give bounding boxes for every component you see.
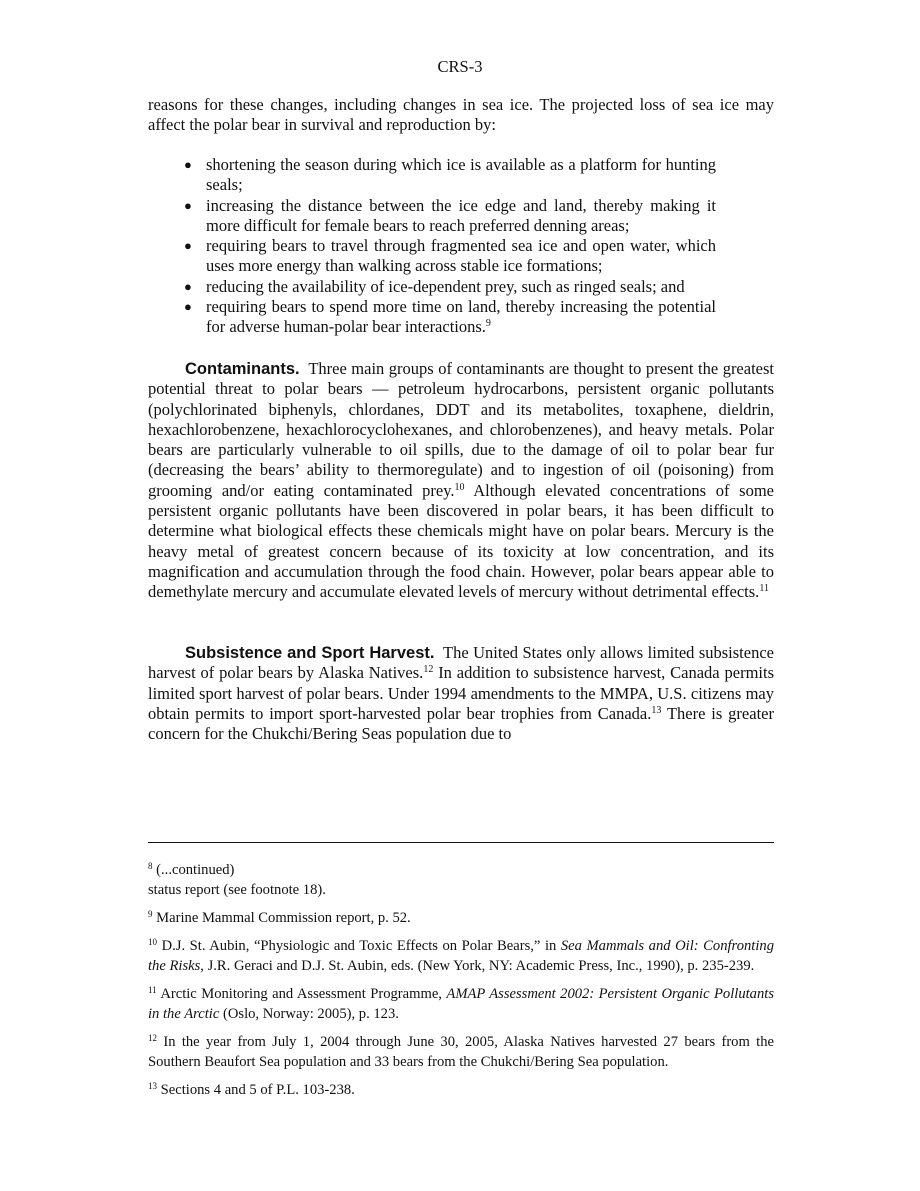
footnote-12: [148, 1032, 774, 1072]
bullet-icon: ●: [184, 157, 192, 172]
footnote-text: (...continued): [156, 862, 235, 878]
footnote-text: Sections 4 and 5 of P.L. 103-238.: [160, 1082, 355, 1098]
paragraph-text: Although elevated concentrations of some persistent organic pollutants have been discovered in polar bears, it has been difficult to determine what biological effects these chemicals might have on polar bears. Mercury is the heavy metal of greatest concern because of its toxicity at low concentration, and its magnification and accumulation through the food chain. However, polar bears appear able to demethylate mercury and accumulate elevated levels of mercury without detrimental effects.: [148, 480, 774, 602]
footnote-text: status report (see footnote 18).: [148, 882, 326, 898]
list-item: [184, 155, 716, 196]
footnote-text: Arctic Monitoring and Assessment Programme,: [160, 986, 447, 1002]
bullet-text: requiring bears to spend more time on land, thereby increasing the potential for adverse human-polar bear interactions.: [206, 297, 716, 337]
list-item: [184, 297, 716, 338]
footnote-number: 11: [148, 985, 157, 995]
footnote-ref[interactable]: 12: [423, 664, 434, 676]
paragraph-text: The United States only allows limited subsistence harvest of polar bears by Alaska Natives.: [148, 643, 774, 683]
paragraph-text: Three main groups of contaminants are thought to present the greatest potential threat to polar bears — petroleum hydrocarbons, persistent organic pollutants (polychlorinated biphenyls, chlordanes, DDT and its metabolites, toxaphene, dieldrin, hexachlorobenzene, hexachlorocyclohexanes, and chlorobenzenes), and heavy metals. Polar bears are particularly vulnerable to oil spills, due to the damage of oil to polar bear fur (decreasing the bears’ ability to thermoregulate) and to ingestion of oil (poisoning) from grooming and/or eating contaminated prey.: [148, 359, 774, 500]
section-heading: Contaminants.: [185, 360, 300, 378]
footnote-ref[interactable]: 10: [454, 481, 465, 493]
footnote-10: [148, 936, 774, 976]
footnote-text: In the year from July 1, 2004 through June 30, 2005, Alaska Natives harvested 27 bears from the Southern Beaufort Sea population and 33 bears from the Chukchi/Bering Sea population.: [148, 1034, 774, 1070]
list-item: [184, 236, 716, 277]
bullet-icon: ●: [184, 238, 192, 254]
list-item: [184, 277, 716, 297]
footnote-number: 13: [148, 1081, 157, 1091]
footnote-divider: [148, 842, 774, 843]
footnote-ref[interactable]: 9: [485, 318, 491, 330]
footnote-11: [148, 984, 774, 1024]
footnote-9: [148, 908, 774, 928]
footnote-text: (Oslo, Norway: 2005), p. 123.: [219, 1006, 399, 1022]
bullet-icon: ●: [184, 278, 192, 294]
paragraph-text: In addition to subsistence harvest, Canada permits limited sport harvest of polar bears. Under 1994 amendments to the MMPA, U.S. citizens may obtain permits to import sport-harvested polar bear trophies from Canada.: [148, 663, 774, 723]
footnote-text: , J.R. Geraci and D.J. St. Aubin, eds. (New York, NY: Academic Press, Inc., 1990), p. 235-239.: [200, 958, 755, 974]
footnote-text: D.J. St. Aubin, “Physiologic and Toxic Effects on Polar Bears,” in: [161, 938, 561, 954]
paragraph-text: There is greater concern for the Chukchi/Bering Seas population due to: [148, 703, 774, 744]
footnote-13: [148, 1080, 774, 1100]
footnote-number: 8: [148, 861, 153, 871]
footnote-ref[interactable]: 13: [651, 704, 662, 716]
footnote-text: Marine Mammal Commission report, p. 52.: [156, 910, 411, 926]
footnotes-section: [148, 860, 774, 1108]
footnote-number: 9: [148, 909, 153, 919]
bullet-text: increasing the distance between the ice edge and land, thereby making it more difficult for female bears to reach preferred denning areas;: [206, 195, 716, 235]
bullet-text: reducing the availability of ice-dependent prey, such as ringed seals; and: [206, 276, 685, 296]
footnote-ref[interactable]: 11: [759, 583, 769, 595]
page-header: CRS-3: [437, 57, 483, 76]
footnote-8: [148, 860, 774, 900]
bullet-icon: ●: [184, 197, 192, 213]
intro-paragraph: reasons for these changes, including changes in sea ice. The projected loss of sea ice may affect the polar bear in survival and reproduction by:: [148, 95, 774, 135]
effects-bullet-list: [184, 155, 716, 338]
contaminants-paragraph: [148, 359, 774, 603]
footnote-number: 12: [148, 1033, 157, 1043]
footnote-number: 10: [148, 937, 157, 947]
bullet-icon: ●: [184, 299, 192, 315]
bullet-text: shortening the season during which ice is available as a platform for hunting seals;: [206, 155, 716, 195]
section-heading: Subsistence and Sport Harvest.: [185, 644, 435, 662]
list-item: [184, 196, 716, 237]
footnote-title: Sea Mammals and Oil: Confronting the Risks: [148, 938, 774, 974]
harvest-paragraph: [148, 643, 774, 744]
bullet-text: requiring bears to travel through fragmented sea ice and open water, which uses more energy than walking across stable ice formations;: [206, 236, 716, 276]
footnote-title: AMAP Assessment 2002: Persistent Organic Pollutants in the Arctic: [148, 986, 774, 1022]
